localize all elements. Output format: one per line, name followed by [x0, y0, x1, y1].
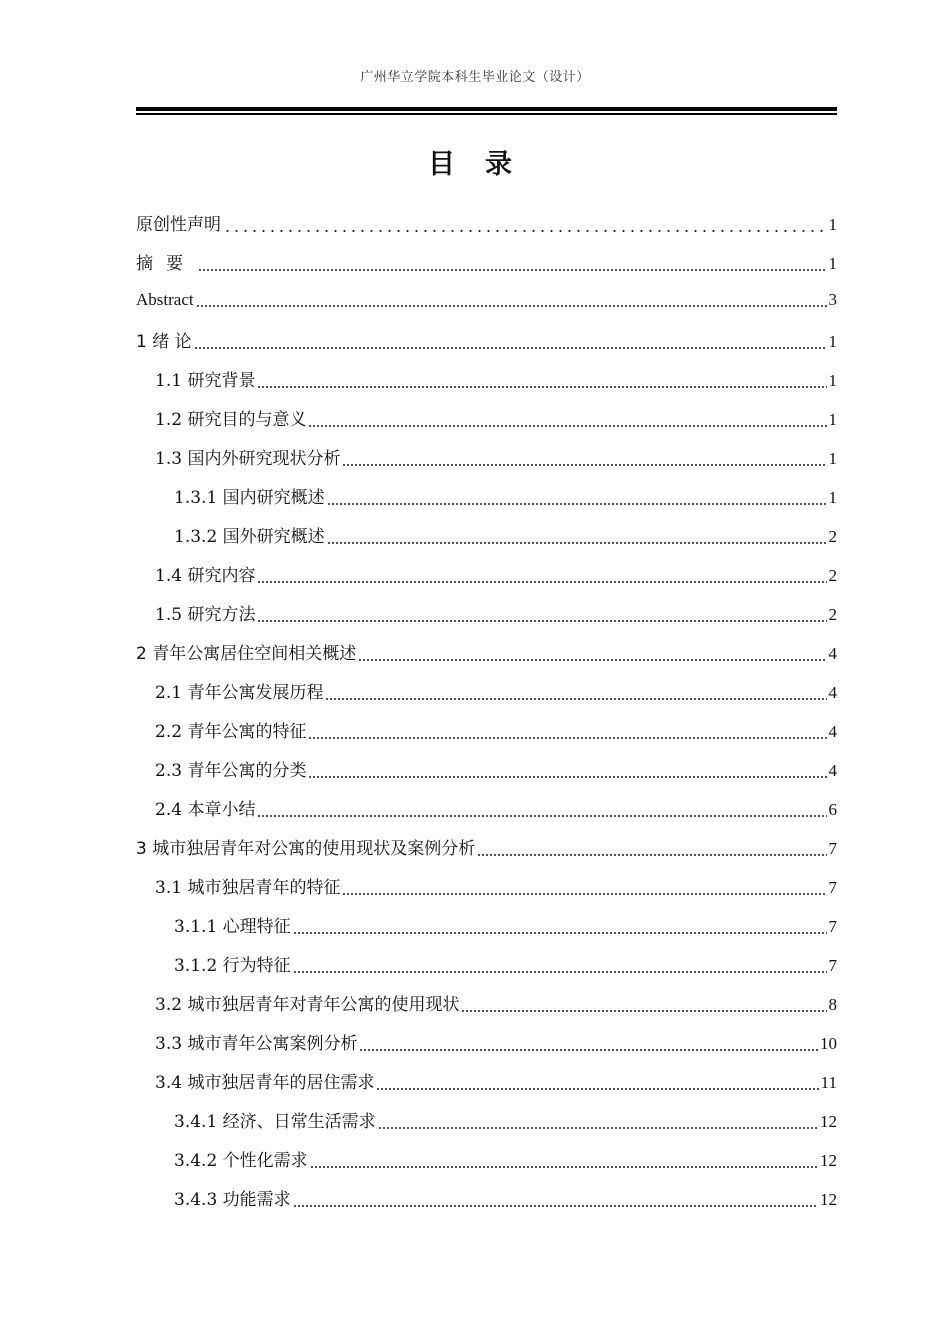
toc-page-number: 8 [828, 995, 837, 1014]
toc-entry[interactable] [136, 1185, 837, 1224]
toc-leader-dots [257, 801, 826, 818]
running-header: 广州华立学院本科生毕业论文（设计） [360, 70, 590, 85]
toc-page-number: 1 [828, 488, 837, 507]
toc-leader-dots [196, 291, 827, 308]
toc-page-number: 12 [820, 1190, 837, 1209]
toc-entry[interactable] [136, 873, 837, 912]
toc-entry[interactable] [136, 1107, 837, 1146]
toc-page-number: 12 [820, 1151, 837, 1170]
toc-page-number: 6 [828, 800, 837, 819]
toc-entry[interactable] [136, 639, 837, 678]
header-rule-thin [136, 113, 837, 115]
toc-page-number: 1 [828, 371, 837, 390]
toc-entry[interactable] [136, 249, 837, 288]
toc-entry[interactable] [136, 834, 837, 873]
toc-leader-dots [194, 333, 827, 350]
toc-leader-dots [358, 645, 826, 662]
toc-entry[interactable] [136, 795, 837, 834]
toc-leader-dots [342, 879, 826, 896]
toc-page-number: 7 [828, 839, 837, 858]
toc-page-number: 4 [828, 761, 837, 780]
toc-entry-label: 2 青年公寓居住空间相关概述 [136, 644, 357, 664]
toc-leader-dots [359, 1035, 818, 1052]
toc-entry[interactable] [136, 600, 837, 639]
toc-title: 目录 [428, 149, 542, 180]
toc-entry-label: 原创性声明 [136, 215, 221, 235]
toc-entry[interactable] [136, 1029, 837, 1068]
toc-entry[interactable] [136, 288, 837, 327]
toc-page-number: 2 [828, 605, 837, 624]
toc-page-number: 2 [828, 566, 837, 585]
toc-page-number: 1 [828, 449, 837, 468]
toc-entry[interactable] [136, 366, 837, 405]
toc-leader-dots [378, 1113, 818, 1130]
toc-page-number: 12 [820, 1112, 837, 1131]
toc-entry[interactable] [136, 1146, 837, 1185]
table-of-contents [136, 210, 837, 1224]
toc-entry[interactable] [136, 561, 837, 600]
toc-leader-dots [376, 1074, 818, 1091]
toc-entry-label: 1.1 研究背景 [155, 371, 256, 391]
toc-entry-label: 3.4.3 功能需求 [174, 1190, 291, 1210]
toc-page-number: 1 [828, 254, 837, 273]
toc-entry-label: 3.4 城市独居青年的居住需求 [155, 1073, 375, 1093]
toc-page-number: 3 [828, 290, 837, 309]
toc-entry-label: 1.5 研究方法 [155, 605, 256, 625]
toc-entry-label: Abstract [136, 290, 194, 309]
toc-entry[interactable] [136, 483, 837, 522]
toc-entry-label: 3.1.1 心理特征 [174, 917, 291, 937]
toc-leader-dots [310, 1152, 818, 1169]
toc-entry[interactable] [136, 1068, 837, 1107]
toc-leader-dots [257, 567, 826, 584]
toc-leader-dots [308, 411, 826, 428]
toc-leader-dots [257, 372, 826, 389]
toc-leader-dots [293, 918, 827, 935]
toc-page-number: 1 [828, 410, 837, 429]
toc-entry-label: 1.4 研究内容 [155, 566, 256, 586]
toc-entry-label: 2.1 青年公寓发展历程 [155, 683, 324, 703]
toc-entry[interactable] [136, 756, 837, 795]
toc-entry-label: 3.4.1 经济、日常生活需求 [174, 1112, 376, 1132]
toc-entry[interactable] [136, 990, 837, 1029]
toc-entry-label: 1.3.2 国外研究概述 [174, 527, 325, 547]
toc-entry-label: 3.1.2 行为特征 [174, 956, 291, 976]
toc-entry-label: 3.2 城市独居青年对青年公寓的使用现状 [155, 995, 460, 1015]
toc-leader-dots [327, 528, 827, 545]
toc-entry-label: 1.3 国内外研究现状分析 [155, 449, 341, 469]
toc-leader-dots [477, 840, 826, 857]
toc-entry[interactable] [136, 912, 837, 951]
toc-entry[interactable] [136, 210, 837, 249]
toc-entry[interactable] [136, 405, 837, 444]
toc-leader-dots [223, 216, 827, 233]
toc-entry[interactable] [136, 444, 837, 483]
toc-page-number: 2 [828, 527, 837, 546]
toc-entry[interactable] [136, 951, 837, 990]
toc-entry-label: 3 城市独居青年对公寓的使用现状及案例分析 [136, 839, 476, 859]
toc-entry-label: 1 绪 论 [136, 332, 192, 352]
toc-entry[interactable] [136, 522, 837, 561]
toc-entry[interactable] [136, 327, 837, 366]
toc-page-number: 1 [828, 215, 837, 234]
toc-leader-dots [257, 606, 826, 623]
toc-page-number: 10 [820, 1034, 837, 1053]
toc-leader-dots [293, 957, 827, 974]
toc-entry-label: 摘要 [136, 254, 196, 274]
header-rule-thick [136, 107, 837, 111]
toc-page-number: 11 [820, 1073, 837, 1092]
toc-leader-dots [325, 684, 826, 701]
toc-leader-dots [461, 996, 826, 1013]
toc-leader-dots [308, 762, 826, 779]
toc-page-number: 7 [828, 878, 837, 897]
toc-page-number: 7 [828, 917, 837, 936]
toc-page-number: 1 [828, 332, 837, 351]
toc-entry[interactable] [136, 678, 837, 717]
toc-leader-dots [327, 489, 827, 506]
toc-entry-label: 1.3.1 国内研究概述 [174, 488, 325, 508]
toc-page-number: 4 [828, 722, 837, 741]
toc-entry-label: 3.3 城市青年公寓案例分析 [155, 1034, 358, 1054]
toc-page-number: 4 [828, 644, 837, 663]
toc-leader-dots [293, 1191, 818, 1208]
toc-entry-label: 1.2 研究目的与意义 [155, 410, 307, 430]
toc-leader-dots [342, 450, 826, 467]
toc-entry-label: 3.4.2 个性化需求 [174, 1151, 308, 1171]
toc-page-number: 7 [828, 956, 837, 975]
toc-entry[interactable] [136, 717, 837, 756]
toc-page-number: 4 [828, 683, 837, 702]
toc-entry-label: 2.2 青年公寓的特征 [155, 722, 307, 742]
toc-entry-label: 2.3 青年公寓的分类 [155, 761, 307, 781]
toc-leader-dots [198, 255, 827, 272]
toc-entry-label: 3.1 城市独居青年的特征 [155, 878, 341, 898]
toc-entry-label: 2.4 本章小结 [155, 800, 256, 820]
toc-leader-dots [308, 723, 826, 740]
